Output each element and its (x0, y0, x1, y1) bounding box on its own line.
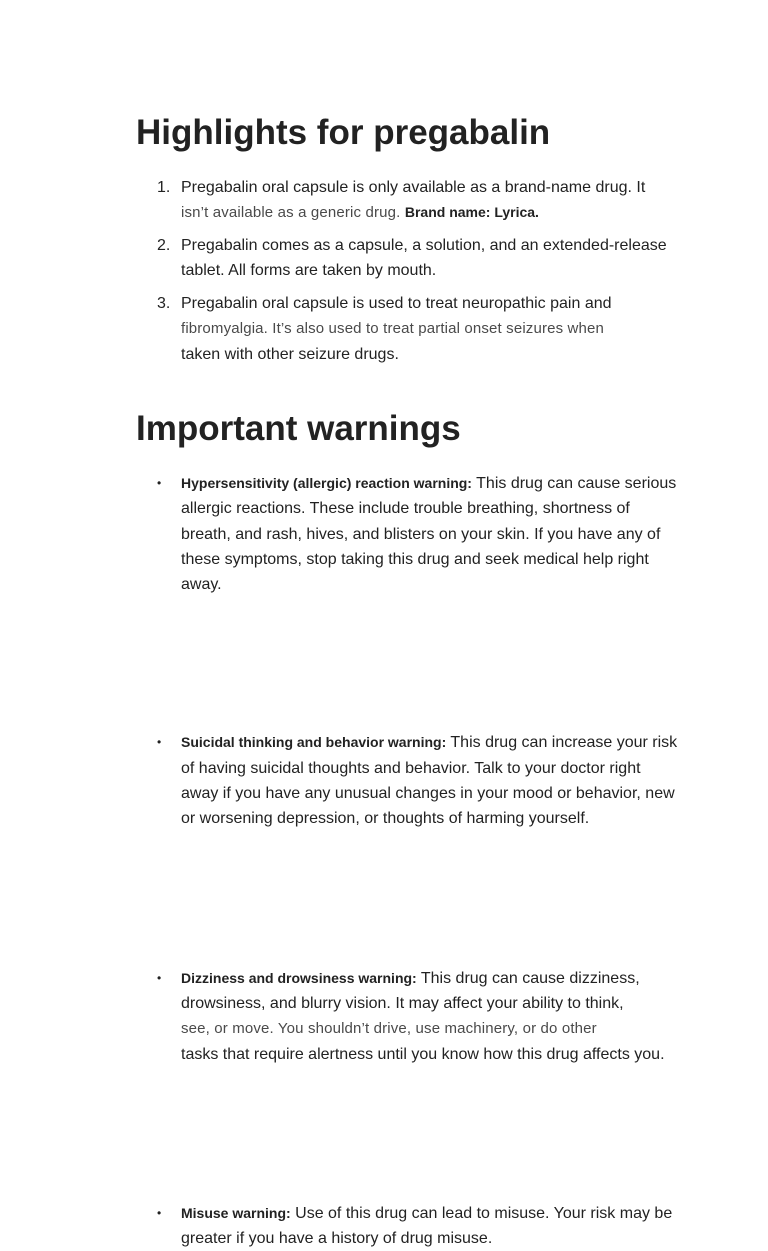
warning-lead: Suicidal thinking and behavior warning: (181, 734, 447, 751)
highlight-text-line: taken with other seizure drugs. (181, 345, 399, 363)
bullet-marker: • (157, 735, 162, 750)
highlight-text-line: Pregabalin oral capsule is only available as a brand-name drug. It (181, 179, 646, 196)
list-number: 1. (157, 179, 171, 196)
warning-text-light: see, or move. You shouldn’t drive, use machinery, or do other (181, 1020, 597, 1038)
bullet-marker: • (157, 476, 162, 490)
list-number: 2. (157, 237, 171, 254)
warning-text: Use of this drug can lead to misuse. Your risk may be greater if you have a history of drug misuse. (181, 1204, 673, 1248)
bullet-marker: • (157, 1205, 162, 1220)
warnings-heading: Important warnings (136, 409, 461, 448)
highlight-text-line: Pregabalin oral capsule is used to treat neuropathic pain and (181, 295, 612, 312)
highlight-text-light: fibromyalgia. It’s also used to treat partial onset seizures when (181, 320, 605, 338)
warning-item-dizziness (157, 966, 681, 1067)
warning-item-hypersensitivity (157, 471, 681, 597)
warning-lead: Dizziness and drowsiness warning: (181, 969, 417, 986)
warning-lead: Misuse warning: (181, 1204, 291, 1221)
highlight-item-3 (157, 291, 681, 367)
list-number: 3. (157, 295, 171, 312)
warning-item-misuse (157, 1201, 681, 1251)
highlight-text: Pregabalin comes as a capsule, a solution, and an extended-release tablet. All forms are taken by mouth. (181, 237, 667, 280)
brand-name-label: Brand name: Lyrica. (404, 204, 539, 221)
highlights-heading: Highlights for pregabalin (136, 113, 551, 152)
highlight-text-line (181, 200, 681, 225)
bullet-marker: • (157, 970, 162, 985)
warning-text: This drug can increase your risk of having suicidal thoughts and behavior. Talk to your doctor right away if you have any unusual changes in your mood or behavior, new or worsening depression, or thoughts of harming yourself. (181, 734, 678, 828)
highlight-item-2 (157, 233, 681, 284)
warning-item-suicidal (157, 730, 681, 831)
highlight-text-light: isn’t available as a generic drug. (181, 204, 401, 222)
warning-text: tasks that require alertness until you know how this drug affects you. (181, 1045, 665, 1063)
warning-lead: Hypersensitivity (allergic) reaction warning: (181, 475, 472, 491)
warning-text: This drug can cause dizziness, drowsiness, and blurry vision. It may affect your ability to think, (181, 969, 640, 1012)
warning-text: This drug can cause serious allergic reactions. These include trouble breathing, shortness of breath, and rash, hives, and blisters on your skin. If you have any of these symptoms, stop taking this drug and seek medical help right away. (181, 475, 677, 594)
highlight-item-1 (157, 175, 681, 226)
